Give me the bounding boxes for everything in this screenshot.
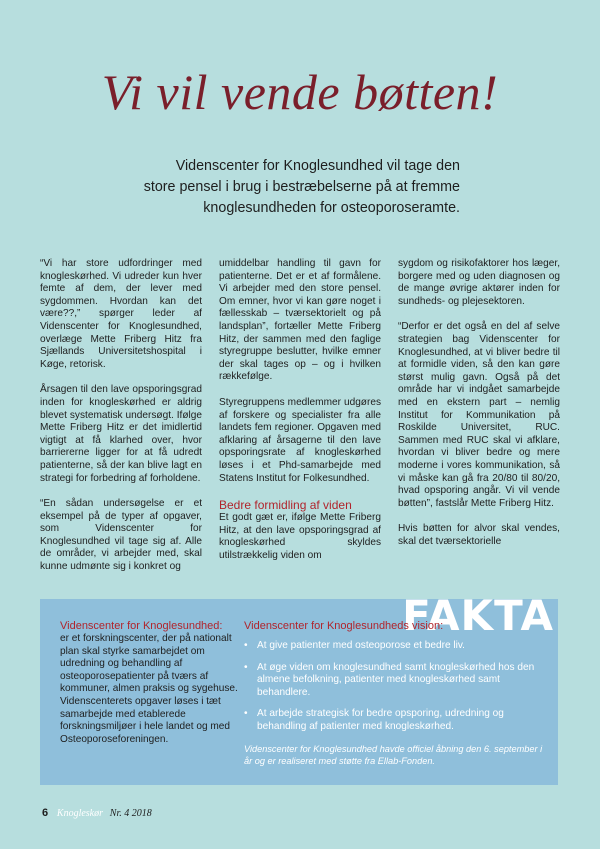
paragraph: sygdom og risikofaktorer hos læger, borgere med og uden diagnosen og de mange øvrige aktører inden for sundheds- og plejesektoren. [398,258,560,307]
fakta-vision [244,620,544,767]
page-footer [42,807,152,819]
paragraph: “En sådan undersøgelse er et eksempel på de typer af opgaver, som Videnscenter for Knoglesundhed vil tage sig af. Alle de områder, vi arbejder med, skal kunne udmønte sig i konkret og [40,498,202,573]
paragraph: “Vi har store udfordringer med knogleskørhed. Vi udreder kun hver femte af dem, der lever med sygdommen. Hvordan kan det være??,” spørger leder af Videnscenter for Knoglesundhed, overlæge Mette Friberg Hitz fra Sjællands Universitetshospital i Køge, retorisk. [40,258,202,370]
intro-line: knoglesundheden for osteoporoseramte. [203,200,460,216]
vision-item-text: At arbejde strategisk for bedre opsporing, udredning og behandling af patienter med knogleskørhed. [257,708,504,732]
fakta-left-body: er et forskningscenter, der på nationalt plan skal styrke samarbejdet om udredning og behandling af osteoporosepatienter på tværs af kommuner, almen praksis og sygehuse. Videnscenterets opgaver løses i tæt samarbejde med etablerede forskningsmiljøer i hele landet og med Osteoporoseforeningen. [60,633,238,745]
body-column-3 [398,258,560,561]
paragraph: Hvis bøtten for alvor skal vendes, skal det tværsektorielle [398,523,560,547]
page-number: 6 [42,807,49,819]
section-subheading: Bedre formidling af viden [219,498,352,513]
bullet-icon: • [244,640,248,651]
vision-item-text: At give patienter med osteoporose et bedre liv. [257,640,465,651]
body-column-1 [40,258,202,587]
paragraph: “Derfor er det også en del af selve strategien bag Videnscenter for Knoglesundhed, at vi bliver bedre til at formidle viden, så den kan gøre størst mulig gavn. Også på det område har vi indgået samarbejde med en ekstern part – nemlig Institut for Kommunikation på Roskilde Universitet, RUC. Sammen med RUC skal vi afklare, hvordan vi bliver bedre og mere moderne i vores kommunikation, så vi måske kan gå fra 20/80 til 80/20, hvad opsporing angår. Vi vil vende bøtten”, fastslår Mette Friberg Hitz. [398,321,560,509]
fakta-note: Videnscenter for Knoglesundhed havde officiel åbning den 6. september i år og er realiseret med støtte fra Ellab-Fonden. [244,743,543,766]
paragraph: umiddelbar handling til gavn for patienterne. Det er et af formålene. Vi arbejder med den store pensel. Om emner, hvor vi kan gøre noget i fællesskab – tværsektorielt og på landsplan”, fortæller Mette Friberg Hitz, der sammen med den faglige styregruppe beslutter, hvilke emner der skal tages op – og i hvilken rækkefølge. [219,258,381,383]
issue-number: Nr. 4 2018 [109,808,152,819]
vision-item-text: At øge viden om knoglesundhed samt knogleskørhed hos den almene befolkning, patienter med knogleskørhed samt behandlere. [257,661,535,698]
vision-item [244,640,544,653]
fakta-left-heading: Videnscenter for Knoglesundhed: [60,620,223,632]
article-intro [120,156,460,219]
body-column-2 [219,258,381,575]
article-title: Vi vil vende bøtten! [101,64,499,120]
fakta-label: FAKTA [402,591,554,640]
paragraph: Styregruppens medlemmer udgøres af forskere og specialister fra alle landets fem regioner. Opgaven med afklaring af årsagerne til den lave opsporingsrate af knogleskørhed løses i et Phd-samarbejde med Statens Institut for Folkesundhed. [219,396,381,484]
vision-item [244,708,544,733]
bullet-icon: • [244,708,248,720]
magazine-name: Knogleskør [56,808,104,819]
paragraph: Et godt gæt er, ifølge Mette Friberg Hitz, at den lave opsporingsgrad af knogleskørhed skyldes utilstrækkelig viden om [219,512,381,561]
vision-item [244,662,544,700]
paragraph: Årsagen til den lave opsporingsgrad inden for knogleskørhed er aldrig blevet systematisk undersøgt. Ifølge Mette Friberg Hitz er det imidlertid vigtigt at få klarhed over, hvor barriererne ligger for at få udredt patienterne, så der kan blive lagt en strategi for forbedring af forholdene. [40,384,202,484]
bullet-icon: • [244,661,248,673]
fakta-right-heading: Videnscenter for Knoglesundheds vision: [244,620,444,632]
intro-line: Videnscenter for Knoglesundhed vil tage den [175,158,460,174]
fakta-center-description [60,620,246,746]
intro-line: store pensel i brug i bestræbelserne på at fremme [143,179,460,195]
fakta-box [40,591,558,785]
vision-list [244,640,544,734]
